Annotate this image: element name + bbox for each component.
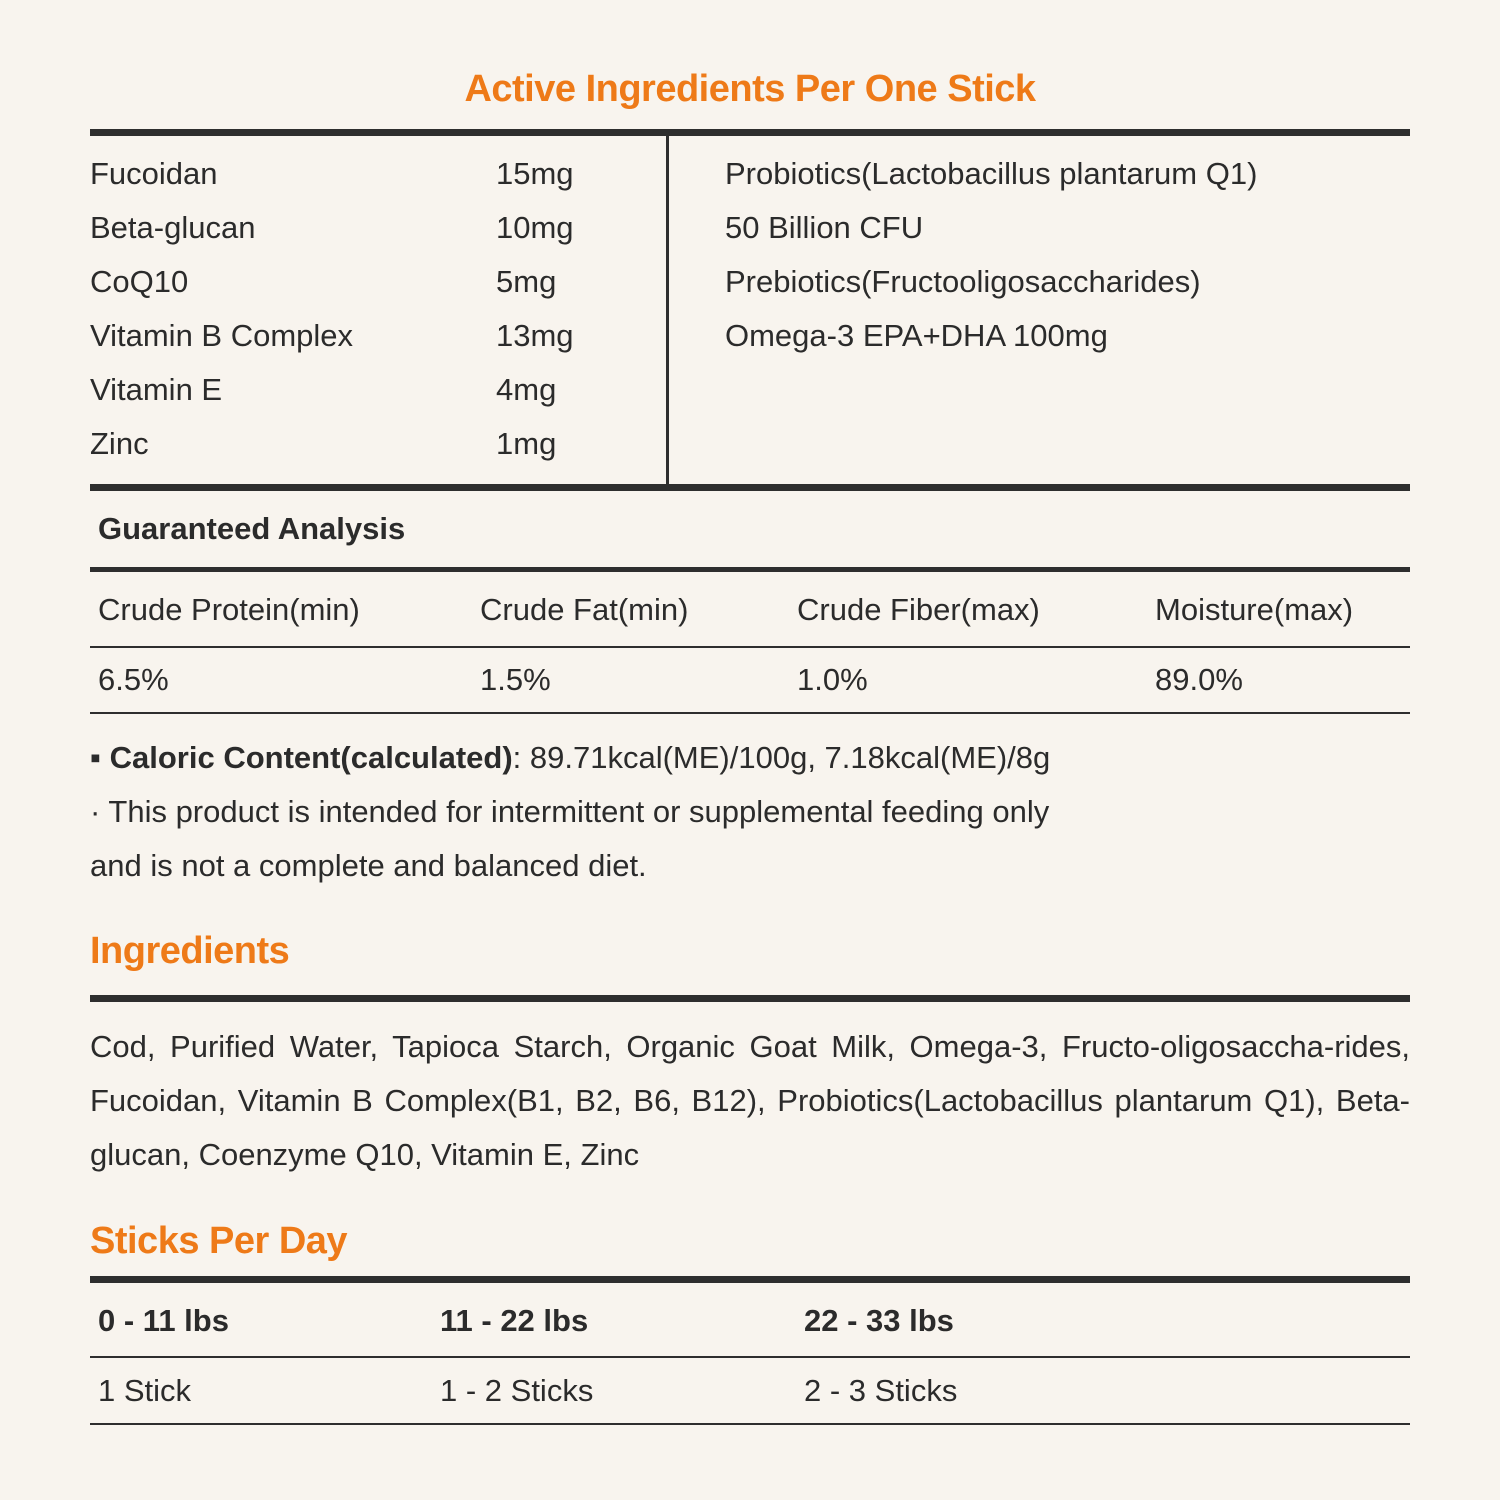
- active-amount: 10mg: [496, 210, 574, 245]
- guaranteed-value: 6.5%: [98, 662, 169, 697]
- stick-count: 1 Stick: [98, 1373, 192, 1408]
- guaranteed-top-rule: [90, 567, 1410, 572]
- sticks-mid-rule: [90, 1356, 1410, 1358]
- active-right-item: 50 Billion CFU: [725, 210, 924, 245]
- guaranteed-bottom-rule: [90, 712, 1410, 714]
- weight-range: 11 - 22 lbs: [440, 1303, 589, 1338]
- guaranteed-header: Crude Fat(min): [480, 592, 689, 627]
- guaranteed-header: Crude Fiber(max): [797, 592, 1040, 627]
- top-rule: [90, 129, 1410, 136]
- bullet: ▪: [90, 740, 110, 775]
- guaranteed-value: 1.0%: [797, 662, 868, 697]
- feeding-note-line1: [90, 785, 1410, 839]
- active-ingredients-title: Active Ingredients Per One Stick: [464, 68, 1036, 110]
- feeding-note-line2: and is not a complete and balanced diet.: [90, 848, 647, 883]
- guaranteed-header: Moisture(max): [1155, 592, 1354, 627]
- active-name: Fucoidan: [90, 156, 218, 191]
- guaranteed-header: Crude Protein(min): [98, 592, 360, 627]
- active-amount: 5mg: [496, 264, 557, 299]
- weight-range: 22 - 33 lbs: [804, 1303, 954, 1338]
- guaranteed-analysis-title: Guaranteed Analysis: [98, 511, 406, 546]
- active-amount: 15mg: [496, 156, 574, 191]
- nutrition-panel: [90, 0, 1410, 1500]
- active-name: Zinc: [90, 426, 149, 461]
- active-right-item: Omega-3 EPA+DHA 100mg: [725, 318, 1108, 353]
- active-right-item: Probiotics(Lactobacillus plantarum Q1): [725, 156, 1258, 191]
- active-name: Vitamin E: [90, 372, 223, 407]
- sticks-per-day-title: Sticks Per Day: [90, 1220, 348, 1262]
- guaranteed-value: 1.5%: [480, 662, 551, 697]
- bullet: ·: [90, 794, 109, 829]
- sticks-top-rule: [90, 1276, 1410, 1283]
- ingredients-title: Ingredients: [90, 930, 290, 972]
- active-name: Beta-glucan: [90, 210, 256, 245]
- weight-range: 0 - 11 lbs: [98, 1303, 229, 1338]
- caloric-content-note: [90, 731, 1410, 785]
- active-amount: 4mg: [496, 372, 557, 407]
- active-amount: 1mg: [496, 426, 557, 461]
- caloric-content-label: Caloric Content(calculated): [109, 740, 513, 775]
- active-name: CoQ10: [90, 264, 189, 299]
- active-amount: 13mg: [496, 318, 574, 353]
- ingredients-rule: [90, 995, 1410, 1002]
- column-divider: [666, 136, 669, 486]
- caloric-content-value: : 89.71kcal(ME)/100g, 7.18kcal(ME)/8g: [512, 740, 1051, 775]
- stick-count: 2 - 3 Sticks: [804, 1373, 958, 1408]
- active-right-item: Prebiotics(Fructooligosaccharides): [725, 264, 1201, 299]
- feeding-note-text: This product is intended for intermittent or supplemental feeding only: [108, 794, 1050, 829]
- sticks-bottom-rule: [90, 1423, 1410, 1425]
- guaranteed-mid-rule: [90, 646, 1410, 648]
- stick-count: 1 - 2 Sticks: [440, 1373, 594, 1408]
- active-name: Vitamin B Complex: [90, 318, 354, 353]
- guaranteed-value: 89.0%: [1155, 662, 1243, 697]
- ingredients-list: Cod, Purified Water, Tapioca Starch, Organic Goat Milk, Omega-3, Fructo-oligosaccha-rides, Fucoidan, Vitamin B Complex(B1, B2, B6, B12), Probiotics(Lactobacillus plantarum Q1), Beta-glucan, Coenzyme Q10, Vitamin E, Zinc: [90, 1029, 1410, 1172]
- active-bottom-rule: [90, 484, 1410, 491]
